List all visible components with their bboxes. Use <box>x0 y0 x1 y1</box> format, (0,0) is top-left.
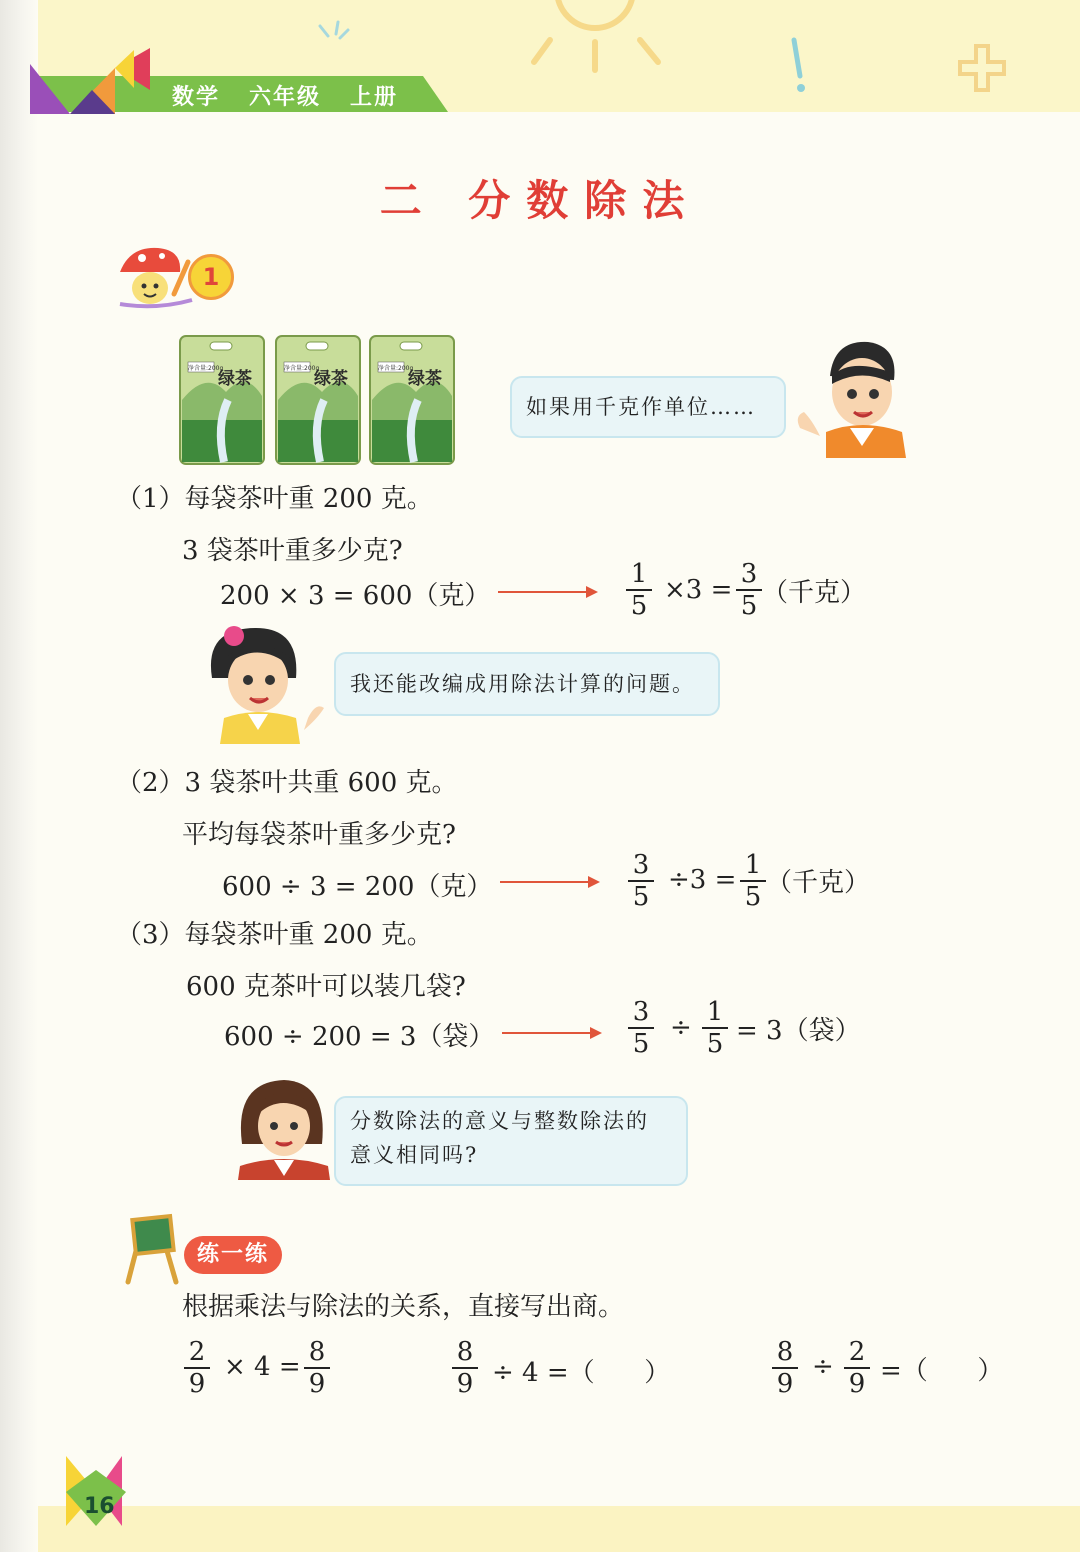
part3-label: （3）每袋茶叶重 200 克。 <box>116 920 433 950</box>
q3-op: ÷ <box>812 1352 834 1382</box>
girl-speech-bubble <box>334 652 720 716</box>
part3-frac-a: 3 5 <box>628 998 654 1058</box>
example-number-badge: 1 <box>188 254 234 300</box>
part2-unit: （千克） <box>766 868 871 898</box>
bag-net-3: 净含量:200g <box>378 365 414 372</box>
teacher-speech-line2: 意义相同吗? <box>350 1143 479 1167</box>
q3-frac-a: 8 9 <box>772 1338 798 1398</box>
teacher-speech-bubble <box>334 1096 688 1186</box>
bag-net-1: 净含量:200g <box>188 365 224 372</box>
bottom-band <box>38 1506 1080 1552</box>
part1-calc: 200 × 3 = 600（克） <box>220 581 491 611</box>
part1-question: 3 袋茶叶重多少克? <box>182 536 403 566</box>
part3-result: = 3（袋） <box>736 1016 861 1046</box>
bag-label-3: 绿茶 <box>408 369 442 389</box>
part1-unit: （千克） <box>762 578 867 608</box>
tea-bags-illustration <box>176 330 460 468</box>
book-title: 数学 六年级 上册 <box>172 85 398 110</box>
bag-label-2: 绿茶 <box>314 369 348 389</box>
part2-calc: 600 ÷ 3 = 200（克） <box>222 872 493 902</box>
bag-net-2: 净含量:200g <box>284 365 320 372</box>
q1-op: × 4 = <box>224 1352 301 1382</box>
boy-speech-bubble <box>510 376 786 438</box>
part2-arrow <box>500 881 598 883</box>
girl-character-icon <box>204 618 334 744</box>
part3-op: ÷ <box>670 1013 692 1043</box>
part3-frac-b: 1 5 <box>702 998 728 1058</box>
part2-question: 平均每袋茶叶重多少克? <box>182 820 456 850</box>
boy-character-icon <box>790 336 916 458</box>
q3-blank: =（ ） <box>880 1356 1004 1386</box>
boy-speech-text: 如果用千克作单位…… <box>526 395 756 419</box>
part2-frac-a: 3 5 <box>628 851 654 911</box>
q2-frac-a: 8 9 <box>452 1338 478 1398</box>
girl-speech-text: 我还能改编成用除法计算的问题。 <box>350 672 695 696</box>
q1-frac-b: 8 9 <box>304 1338 330 1398</box>
part2-op: ÷3 = <box>668 865 737 895</box>
part3-question: 600 克茶叶可以装几袋? <box>186 972 466 1002</box>
chapter-title: 二 分数除法 <box>379 176 701 225</box>
teacher-character-icon <box>232 1074 332 1180</box>
sparkle-icon <box>310 16 360 56</box>
mushroom-mascot-icon <box>116 244 196 310</box>
part2-label: （2）3 袋茶叶共重 600 克。 <box>116 768 458 798</box>
practice-badge: 练一练 <box>184 1236 282 1274</box>
teacher-speech-line1: 分数除法的意义与整数除法的 <box>350 1109 649 1133</box>
q3-frac-b: 2 9 <box>844 1338 870 1398</box>
page-number: 16 <box>84 1494 115 1519</box>
bag-label-1: 绿茶 <box>218 369 252 389</box>
part1-frac-b: 3 5 <box>736 560 762 620</box>
q2-op: ÷ 4 =（ ） <box>492 1358 671 1388</box>
part2-frac-b: 1 5 <box>740 851 766 911</box>
page-spine <box>0 0 38 1552</box>
part1-op: ×3 = <box>664 575 733 605</box>
part1-frac-a: 1 5 <box>626 560 652 620</box>
part3-arrow <box>502 1032 600 1034</box>
practice-instruction: 根据乘法与除法的关系，直接写出商。 <box>182 1292 625 1322</box>
q1-frac-a: 2 9 <box>184 1338 210 1398</box>
part3-calc: 600 ÷ 200 = 3（袋） <box>224 1022 495 1052</box>
part1-label: （1）每袋茶叶重 200 克。 <box>116 484 433 514</box>
easel-icon <box>124 1210 184 1286</box>
part1-arrow <box>498 591 596 593</box>
tangram-logo-icon <box>30 44 160 114</box>
plus-icon <box>956 40 1008 96</box>
exclaim-icon <box>780 34 814 96</box>
sun-decoration-icon <box>520 0 670 80</box>
